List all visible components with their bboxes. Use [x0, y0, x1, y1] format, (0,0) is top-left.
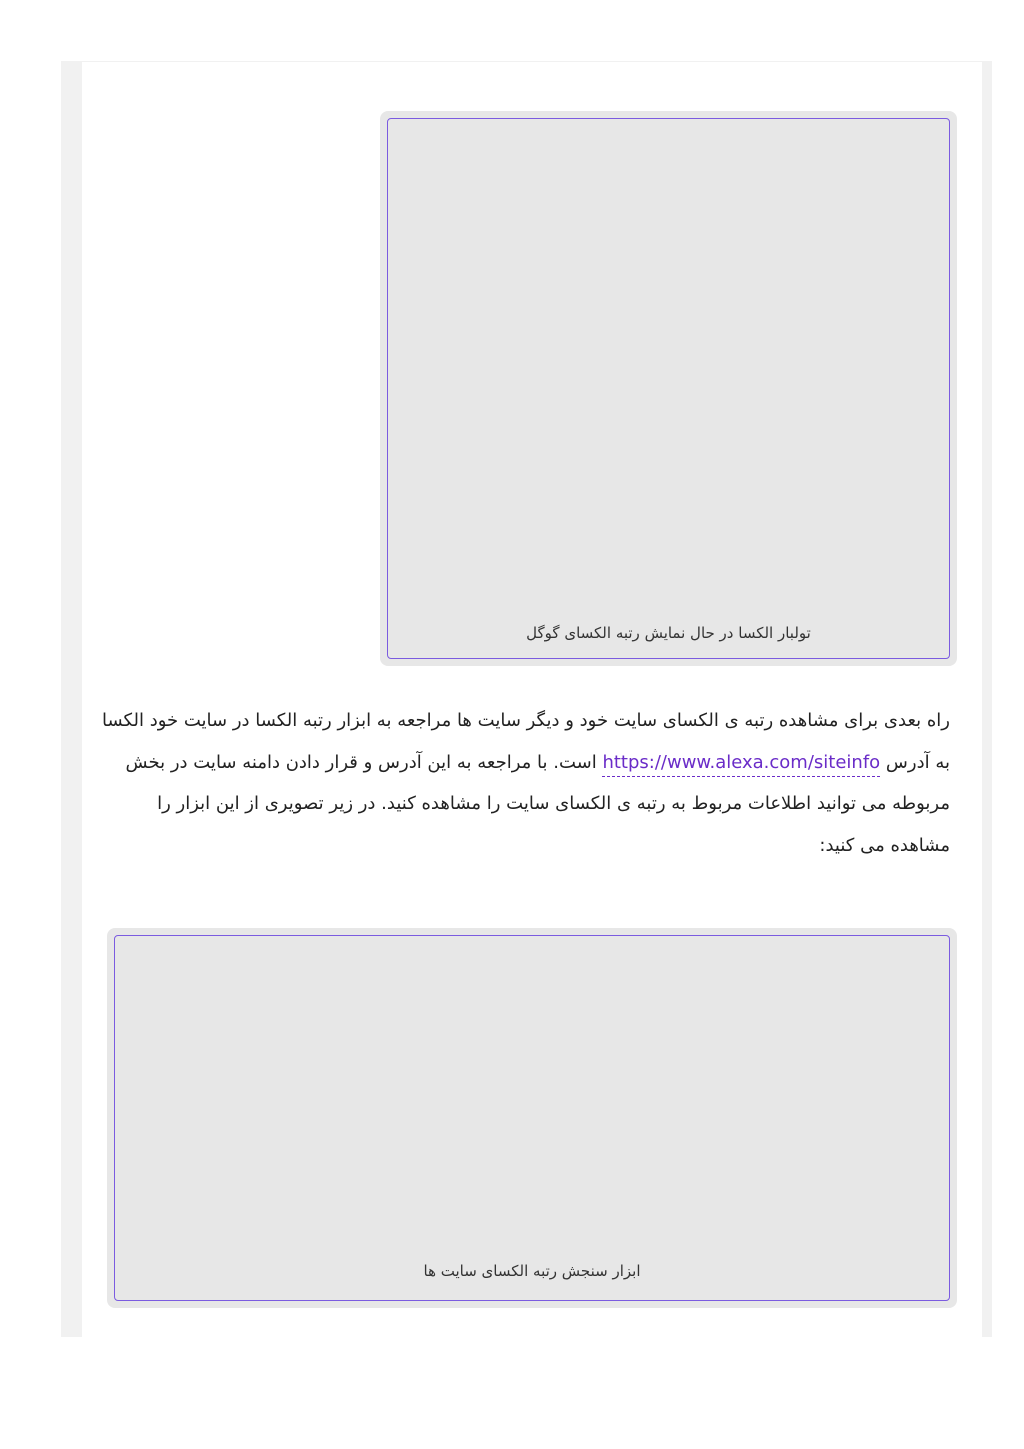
figure-caption: ابزار سنجش رتبه الکسای سایت ها: [423, 1262, 641, 1280]
figure-caption: تولبار الکسا در حال نمایش رتبه الکسای گوگل: [526, 624, 811, 642]
figure-image-placeholder: [114, 935, 950, 1301]
paragraph-text-after: است. با مراجعه به این آدرس و قرار دادن دامنه سایت در بخش مربوطه می توانید اطلاعات مربوط به رتبه ی الکسای سایت را مشاهده کنید. در زیر تصویری از این ابزار را مشاهده می کنید:: [125, 751, 950, 856]
article-paragraph: [100, 700, 950, 866]
figure-image-placeholder: [387, 118, 950, 659]
figure-alexa-rank-tool: [107, 928, 957, 1308]
figure-alexa-toolbar: [380, 111, 957, 666]
alexa-siteinfo-link[interactable]: https://www.alexa.com/siteinfo: [602, 752, 880, 777]
paragraph-text-before: راه بعدی برای مشاهده رتبه ی الکسای سایت خود و دیگر سایت ها مراجعه به ابزار رتبه الکسا در سایت خود الکسا به آدرس: [102, 710, 950, 773]
